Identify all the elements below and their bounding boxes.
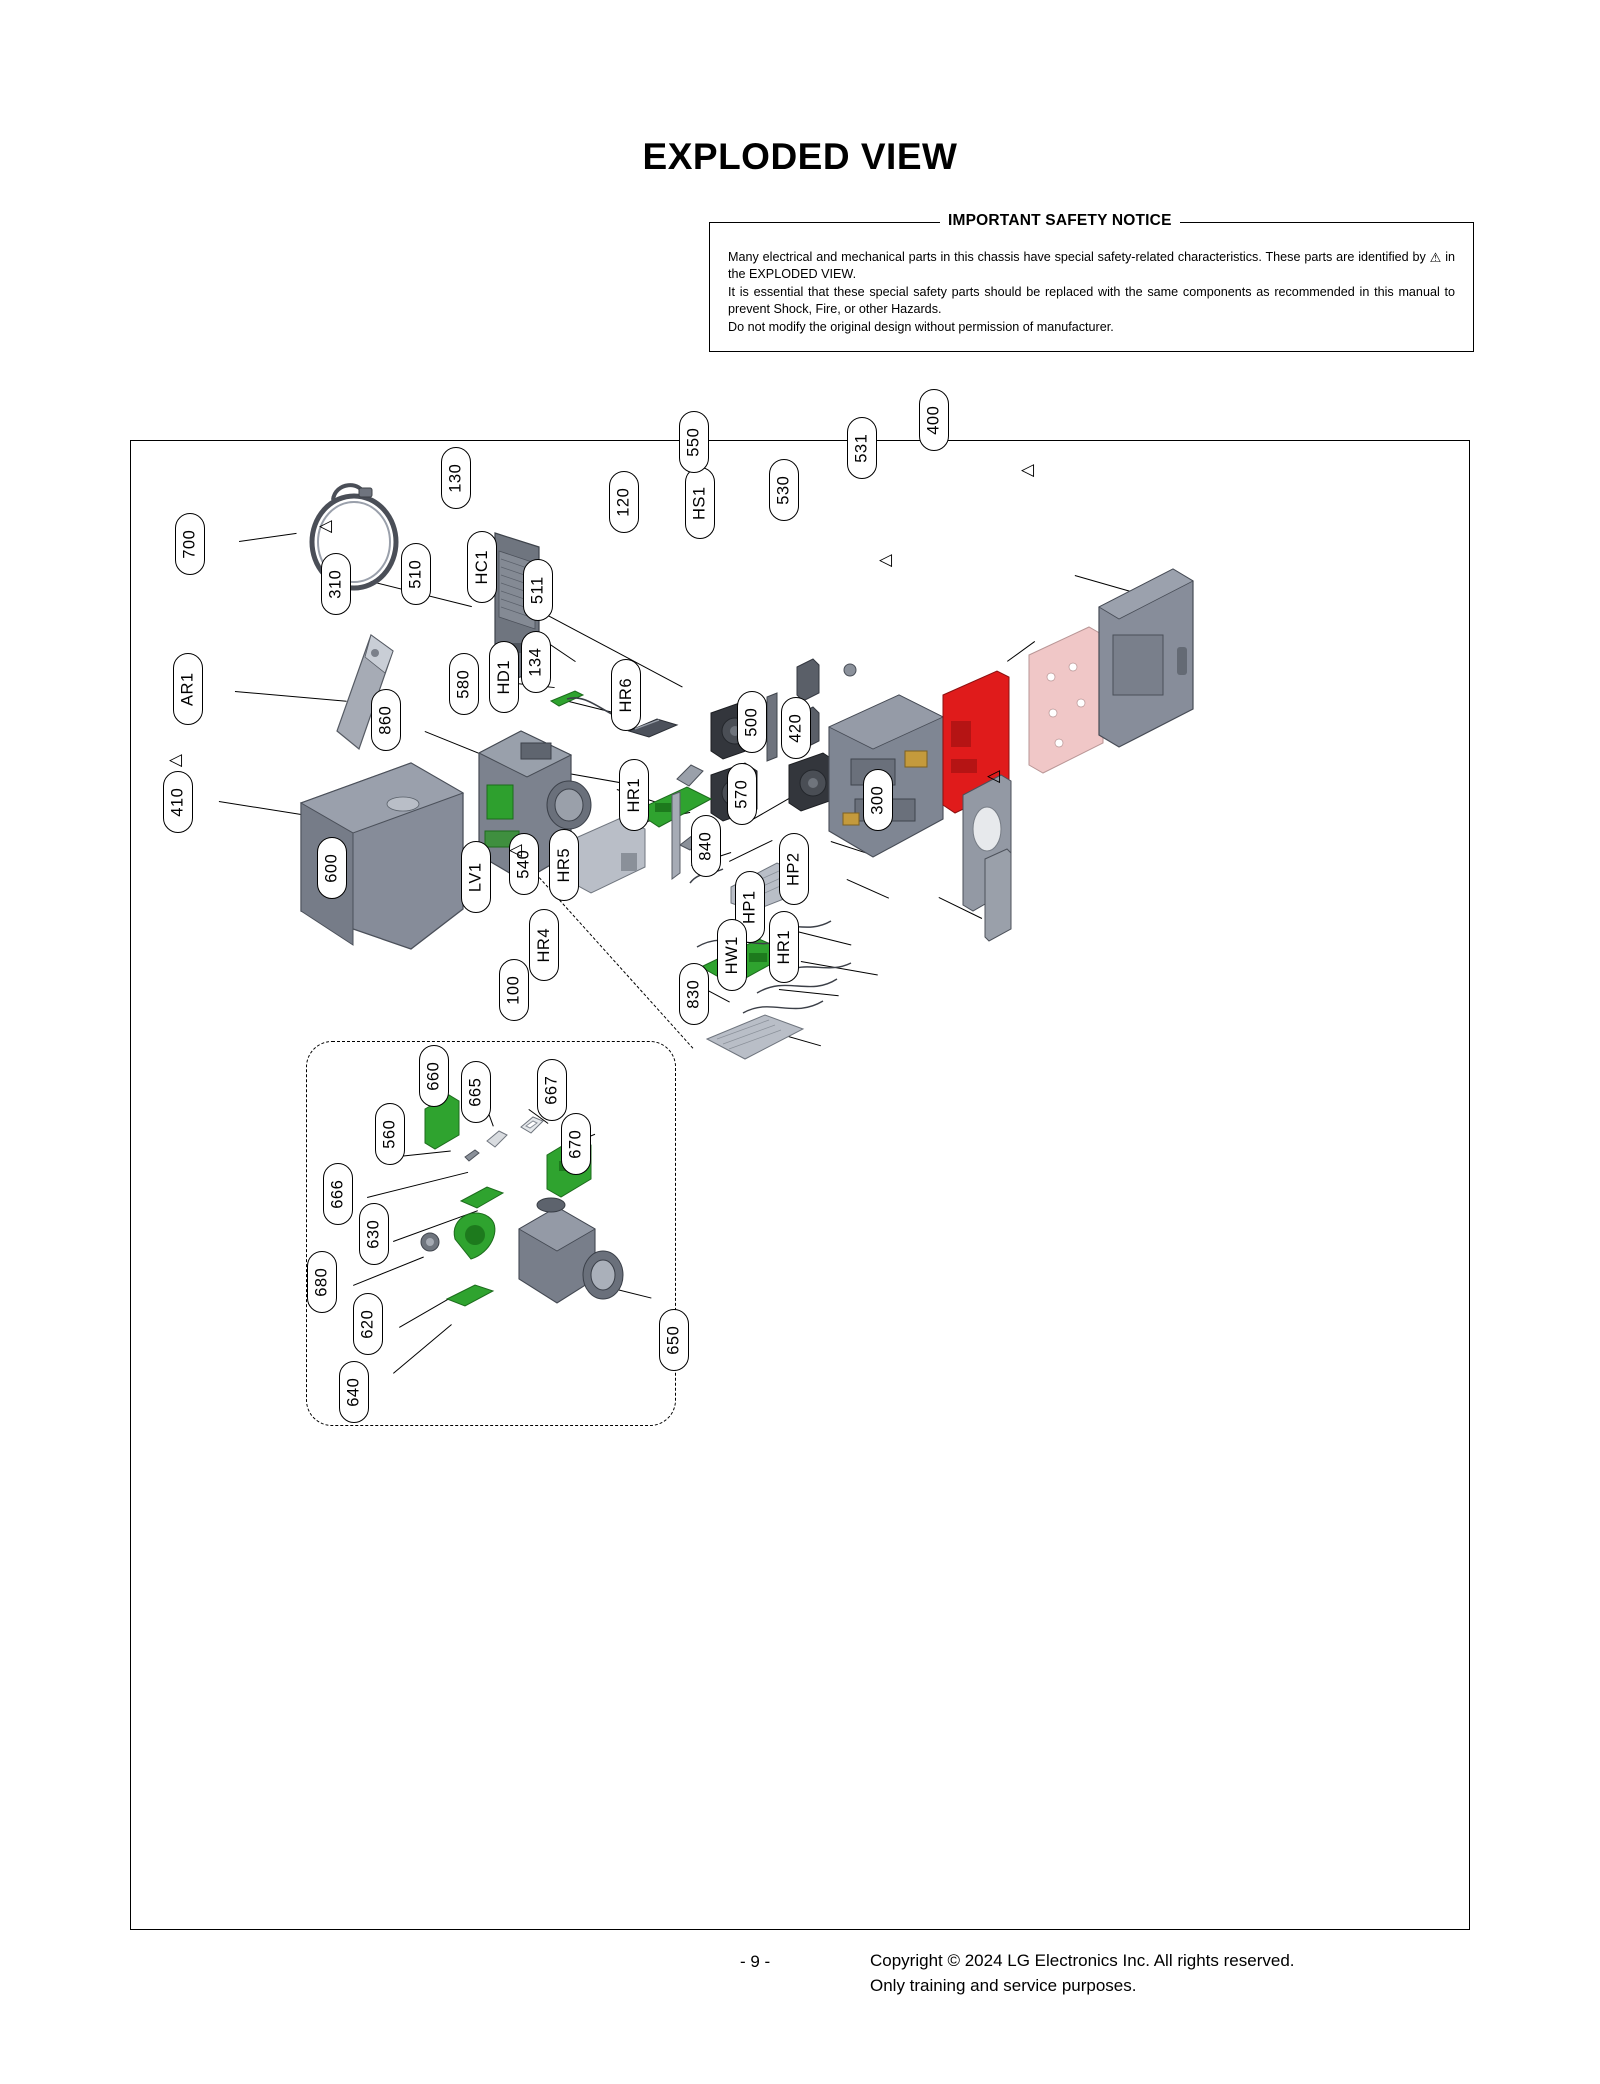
safety-symbol-icon: ◁: [1021, 460, 1035, 479]
safety-paragraph-1-text-a: Many electrical and mechanical parts in this chassis have special safety-related characteristics. These parts are identified by: [728, 250, 1426, 264]
callout-hr1-b[interactable]: [769, 911, 799, 983]
callout-label: 400: [924, 405, 943, 435]
callout-hp2[interactable]: [779, 833, 809, 905]
footer-copyright: [870, 1948, 1295, 1998]
callout-530[interactable]: [769, 459, 799, 521]
callout-640[interactable]: [339, 1361, 369, 1423]
part-graphic-screw-550: [839, 659, 861, 681]
callout-label: 500: [742, 707, 761, 737]
callout-label: LV1: [466, 862, 485, 892]
page-title: EXPLODED VIEW: [642, 136, 958, 177]
callout-label: HD1: [494, 659, 513, 695]
safety-symbol-icon: ◁: [879, 550, 893, 569]
leader-line: [847, 879, 889, 899]
callout-label: 540: [514, 849, 533, 879]
callout-label: 120: [614, 487, 633, 517]
callout-label: 420: [786, 713, 805, 743]
callout-666[interactable]: [323, 1163, 353, 1225]
callout-label: 511: [528, 576, 547, 604]
callout-label: HC1: [472, 549, 491, 585]
callout-620[interactable]: [353, 1293, 383, 1355]
callout-511[interactable]: [523, 559, 553, 621]
page-number: - 9 -: [740, 1952, 771, 1971]
exploded-view-diagram: [130, 405, 1470, 1930]
callout-830[interactable]: [679, 963, 709, 1025]
callout-label: 666: [328, 1179, 347, 1209]
callout-label: AR1: [178, 672, 197, 706]
callout-660[interactable]: [419, 1045, 449, 1107]
callout-420[interactable]: [781, 697, 811, 759]
callout-hw1[interactable]: [717, 919, 747, 991]
callout-400[interactable]: [919, 389, 949, 451]
callout-label: HP2: [784, 852, 803, 886]
part-graphic-680: [417, 1227, 445, 1257]
callout-label: HR1: [624, 777, 643, 813]
callout-hr5[interactable]: [549, 829, 579, 901]
callout-label: 410: [168, 787, 187, 817]
warning-triangle-icon: ⚠: [1429, 250, 1442, 265]
callout-300[interactable]: [863, 769, 893, 831]
part-graphic-power-cable: [299, 474, 409, 594]
callout-label: 560: [380, 1119, 399, 1149]
callout-134[interactable]: [521, 631, 551, 693]
callout-310[interactable]: [321, 553, 351, 615]
safety-paragraph-3: Do not modify the original design without permission of manufacturer.: [728, 320, 1114, 334]
callout-label: 580: [454, 669, 473, 699]
callout-630[interactable]: [359, 1203, 389, 1265]
callout-label: 830: [684, 979, 703, 1009]
callout-600[interactable]: [317, 837, 347, 899]
callout-label: 310: [326, 569, 345, 599]
callout-label: 134: [526, 647, 545, 677]
callout-label: 630: [364, 1219, 383, 1249]
part-graphic-rear-plate-400: [1091, 561, 1201, 761]
callout-label: 840: [696, 831, 715, 861]
callout-120[interactable]: [609, 471, 639, 533]
callout-lv1[interactable]: [461, 841, 491, 913]
callout-570[interactable]: [727, 763, 757, 825]
callout-hc1[interactable]: [467, 531, 497, 603]
callout-100[interactable]: [499, 959, 529, 1021]
important-safety-notice-box: [709, 212, 1474, 352]
callout-label: 680: [312, 1267, 331, 1297]
part-graphic-cover-300: [977, 841, 1017, 951]
callout-label: 600: [322, 853, 341, 883]
part-graphic-665: [483, 1123, 511, 1159]
callout-650[interactable]: [659, 1309, 689, 1371]
callout-label: 300: [868, 785, 887, 815]
callout-130[interactable]: [441, 447, 471, 509]
callout-hs1[interactable]: [685, 467, 715, 539]
footer-copyright-line1: Copyright © 2024 LG Electronics Inc. All rights reserved.: [870, 1951, 1295, 1970]
callout-label: HS1: [690, 486, 709, 520]
safety-symbol-icon: ◁: [509, 840, 523, 859]
callout-label: 570: [732, 779, 751, 809]
callout-hr6[interactable]: [611, 659, 641, 731]
callout-label: 530: [774, 475, 793, 505]
callout-label: 100: [504, 975, 523, 1005]
callout-hd1[interactable]: [489, 641, 519, 713]
safety-notice-legend: IMPORTANT SAFETY NOTICE: [940, 212, 1180, 230]
callout-label: 531: [852, 433, 871, 463]
callout-label: 550: [684, 427, 703, 457]
callout-510[interactable]: [401, 543, 431, 605]
diagram-canvas: [131, 405, 1469, 1929]
part-graphic-lv1: [667, 789, 685, 885]
callout-label: 130: [446, 463, 465, 493]
callout-560[interactable]: [375, 1103, 405, 1165]
part-graphic-640: [443, 1281, 497, 1311]
callout-label: 667: [542, 1075, 561, 1105]
part-graphic-650-lens-engine: [499, 1183, 629, 1323]
callout-label: 660: [424, 1061, 443, 1091]
callout-700[interactable]: [175, 513, 205, 575]
footer-copyright-line2: Only training and service purposes.: [870, 1976, 1137, 1995]
callout-667[interactable]: [537, 1059, 567, 1121]
safety-paragraph-2: It is essential that these special safety parts should be replaced with the same components as recommended in this manual to prevent Shock, Fire, or other Hazards.: [728, 285, 1455, 316]
part-graphic-grille-830: [703, 1011, 807, 1063]
callout-860[interactable]: [371, 689, 401, 751]
callout-580[interactable]: [449, 653, 479, 715]
callout-label: 650: [664, 1325, 683, 1355]
callout-680[interactable]: [307, 1251, 337, 1313]
callout-label: 510: [406, 559, 425, 589]
part-graphic-620-blower: [443, 1201, 505, 1271]
callout-hr1-a[interactable]: [619, 759, 649, 831]
callout-label: 700: [180, 529, 199, 559]
callout-label: HR6: [616, 677, 635, 713]
callout-label: HR5: [554, 847, 573, 883]
callout-840[interactable]: [691, 815, 721, 877]
leader-line: [235, 691, 347, 702]
callout-hr4[interactable]: [529, 909, 559, 981]
callout-label: 670: [566, 1129, 585, 1159]
callout-label: HR1: [774, 929, 793, 965]
callout-label: HP1: [740, 890, 759, 924]
callout-label: 620: [358, 1309, 377, 1339]
callout-label: HR4: [534, 927, 553, 963]
part-graphic-666: [461, 1143, 483, 1173]
safety-symbol-icon: ◁: [169, 750, 183, 769]
callout-500[interactable]: [737, 691, 767, 753]
callout-label: 860: [376, 705, 395, 735]
leader-line: [239, 533, 297, 542]
callout-label: 665: [466, 1077, 485, 1107]
callout-label: HW1: [722, 935, 741, 975]
safety-symbol-icon: ◁: [319, 516, 333, 535]
safety-paragraph-1: [728, 249, 1455, 283]
callout-665[interactable]: [461, 1061, 491, 1123]
callout-ar1[interactable]: [173, 653, 203, 725]
callout-410[interactable]: [163, 771, 193, 833]
callout-550[interactable]: [679, 411, 709, 473]
safety-symbol-icon: ◁: [987, 766, 1001, 785]
callout-531[interactable]: [847, 417, 877, 479]
safety-paragraph-1-text-b: in the EXPLODED VIEW.: [728, 250, 1455, 281]
callout-670[interactable]: [561, 1113, 591, 1175]
callout-label: 640: [344, 1377, 363, 1407]
